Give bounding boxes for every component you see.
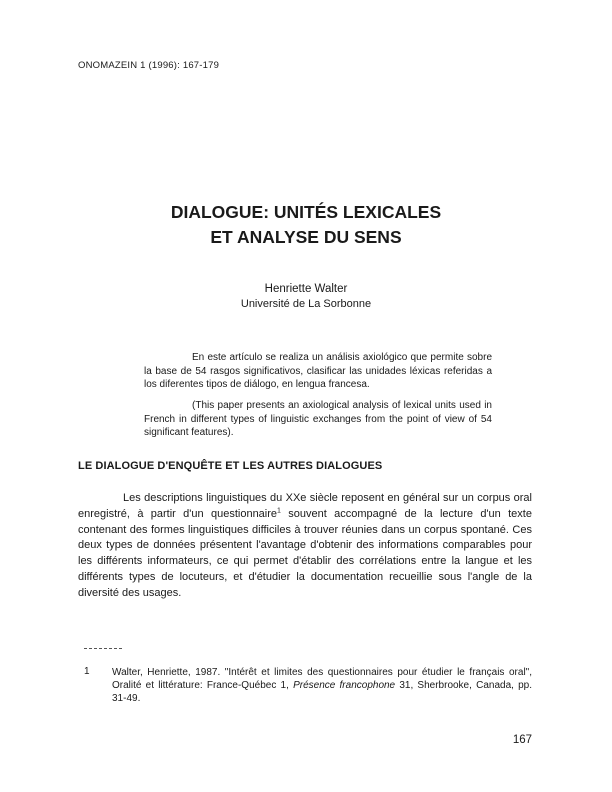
abstract-english: (This paper presents an axiological analysis of lexical units used in French in different types of linguistic exchanges from the point of view of 54 significant features). bbox=[144, 400, 492, 438]
journal-citation: ONOMAZEIN 1 (1996): 167-179 bbox=[78, 60, 220, 71]
abstract-spanish: En este artículo se realiza un análisis axiológico que permite sobre la base de 54 rasgos significativos, clasificar las unidades léxicas referidas a los diferentes tipos de diálogo, en lengua francesa. bbox=[144, 352, 492, 390]
article-title-line-2: ET ANALYSE DU SENS bbox=[210, 227, 402, 247]
body-text-part-1: Les descriptions linguistiques du XXe siècle reposent en général sur un corpus oral enregistré, à partir d'un questionnaire bbox=[78, 492, 532, 520]
author-name: Henriette Walter bbox=[264, 283, 348, 295]
article-title-line-1: DIALOGUE: UNITÉS LEXICALES bbox=[170, 202, 442, 222]
footnote-number: 1 bbox=[84, 666, 90, 677]
footnote-reference: 1 bbox=[277, 507, 281, 515]
footnote-separator bbox=[84, 648, 122, 649]
footnote-journal-title: Présence francophone bbox=[293, 680, 396, 691]
section-heading: LE DIALOGUE D'ENQUÊTE ET LES AUTRES DIALOGUES bbox=[78, 460, 383, 472]
page-number: 167 bbox=[512, 734, 532, 746]
body-text-part-2: souvent accompagné de la lecture d'un texte contenant des formes linguistiques difficiles à trouver réunies dans un corpus spontané. Ces deux types de données présentent l'avantage d'obtenir des informations comparables pour les différents informateurs, ce qui permet d'établir des corrélations entre la langue et les différents types de locuteurs, et d'étudier la documentation recueillie sous l'angle de la diversité des usages. bbox=[78, 507, 532, 599]
footnote-text-part-1: Walter, Henriette, 1987. "Intérêt et limites des questionnaires pour étudier le français oral", Oralité et littérature: France-Québec 1, bbox=[112, 667, 532, 691]
footnote-text bbox=[112, 666, 532, 705]
body-paragraph bbox=[78, 491, 532, 602]
footnote-text-part-2: 31, Sherbrooke, Canada, pp. 31-49. bbox=[112, 680, 533, 704]
author-affiliation: Université de La Sorbonne bbox=[240, 298, 372, 310]
